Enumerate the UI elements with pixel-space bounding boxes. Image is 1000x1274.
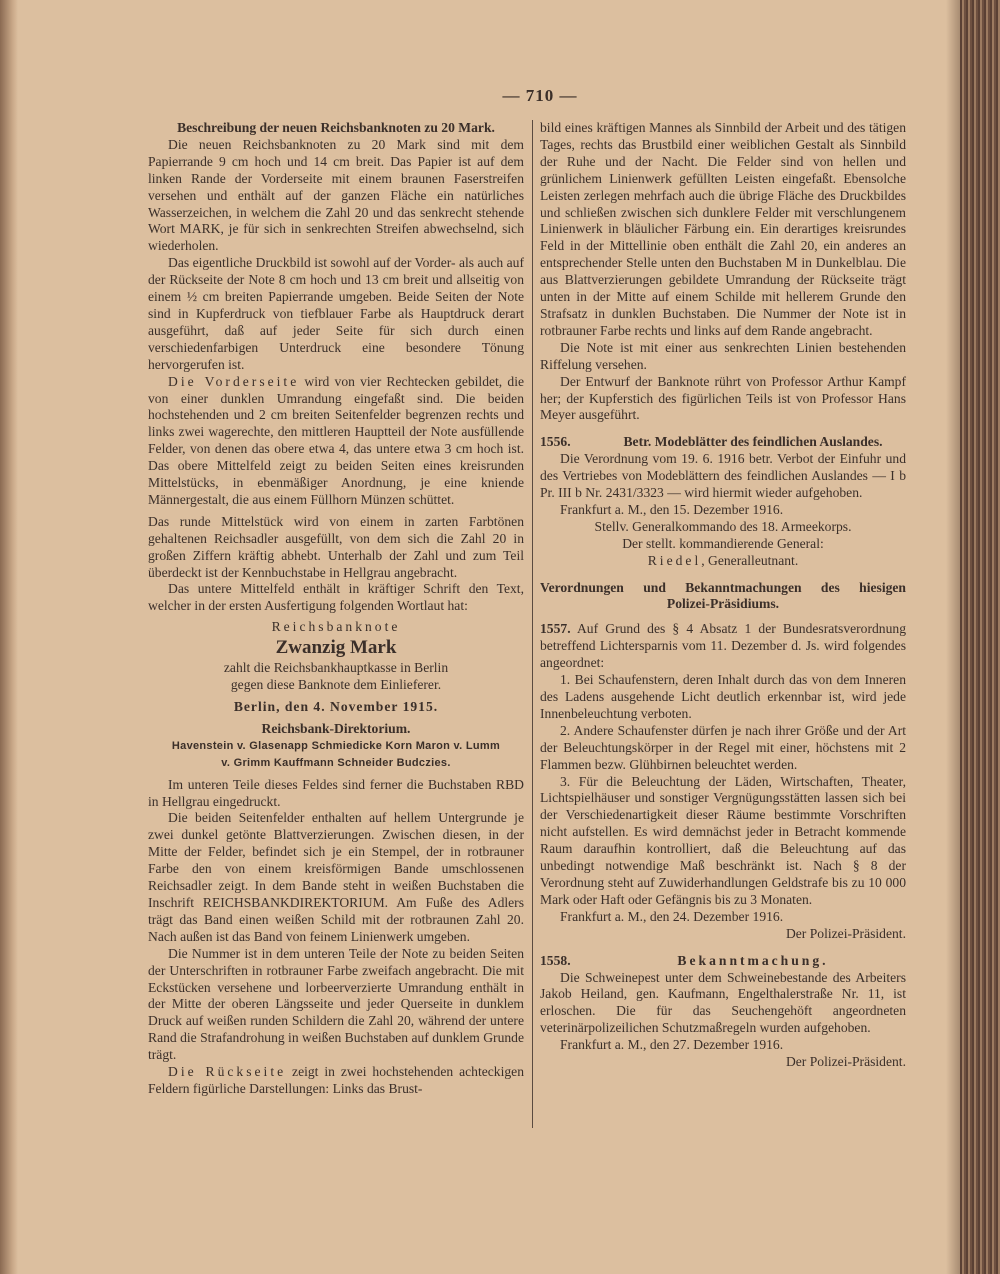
spaced-lead: Die Rückseite (168, 1064, 287, 1080)
paragraph: Das runde Mittelstück wird von einem in zarten Farbtönen gehaltenen Reichsadler ausgefüllt, von dem sich die Zahl 20 in großen Ziffern kräftig abhebt. Unterhalb der Zahl und zum Teil überdeckt ist der Kennbuchstabe in Hellgrau angebracht. (148, 513, 524, 580)
signature-line: Der stellt. kommandierende General: (622, 535, 824, 551)
section-1556-heading (540, 434, 906, 451)
paragraph: Das eigentliche Druckbild ist sowohl auf der Vorder- als auch auf der Rückseite der Note 8 cm hoch und 13 cm breit und allseitig von einem ½ cm breiten Papierrande umgeben. Beide Seiten der Note sind in Kupferdruck von tiefblauer Farbe als Hauptdruck derart ausgeführt, daß auf jeder Seite für sich durch einen verschiedenfarbigen Unterdruck eine besondere Tönung hervorgerufen ist. (148, 255, 524, 372)
section-number: 1556. (540, 434, 571, 450)
paragraph: Die Nummer ist in dem unteren Teile der Note zu beiden Seiten der Unterschriften in rotbrauner Farbe zweifach angebracht. Die mit Eckstücken versehene und lorbeerverzierte Umrandung enthält in der Mitte der oberen Längsseite und jeder Querseite in dunklem Druck auf weißen runden Schildern die Zahl 20, während der untere Rand die Strafandrohung in weißen Buchstaben auf dunklem Grunde trägt. (148, 945, 524, 1063)
note-line: gegen diese Banknote dem Einlieferer. (230, 677, 442, 693)
paragraph: Die neuen Reichsbanknoten zu 20 Mark sind mit dem Papierrande 9 cm hoch und 14 cm breit. Das Papier ist auf dem linken Rande der Vorderseite mit einem braunen Faserstreifen versehen und enthält auf der ganzen Fläche ein natürliches Wasserzeichen, in welchem die Zahl 20 und das senkrecht stehende Wort MARK, je für sich in senkrechten Streifen abwechselnd, sich wiederholen. (148, 136, 524, 254)
left-column (148, 120, 524, 1098)
paragraph-text: Auf Grund des § 4 Absatz 1 der Bundesratsverordnung betreffend Lichtersparnis vom 11. Dezember d. Js. wird folgendes angeordnet: (540, 621, 906, 671)
signature-line (540, 553, 906, 570)
note-line: Reichsbanknote (271, 619, 401, 635)
book-binding-shadow (0, 0, 18, 1274)
article-title: Beschreibung der neuen Reichsbanknoten zu 20 Mark. (177, 120, 495, 135)
note-signatories: Havenstein v. Glasenapp Schmiedicke Korn Maron v. Lumm (171, 739, 501, 752)
signature-line: Der Polizei-Präsident. (785, 1054, 906, 1070)
section-1558-heading (540, 953, 906, 970)
list-item: 2. Andere Schaufenster dürfen je nach ihrer Größe und der Art der Beleuchtungskörper in der Regel mit einer, höchstens mit 2 Flammen bezw. Glühbirnen beleuchtet werden. (540, 722, 906, 772)
signature-line: Stellv. Generalkommando des 18. Armeekorps. (594, 518, 852, 534)
paragraph: Das untere Mittelfeld enthält in kräftiger Schrift den Text, welcher in der ersten Ausfertigung folgenden Wortlaut hat: (148, 581, 524, 614)
place-date: Frankfurt a. M., den 27. Dezember 1916. (560, 1037, 784, 1053)
section-number: 1558. (540, 952, 571, 968)
spaced-lead: Die Vorderseite (168, 373, 300, 389)
page-number: — 710 — (502, 86, 578, 105)
signature-line: Der Polizei-Präsident. (785, 925, 906, 941)
paragraph (148, 1064, 524, 1098)
paragraph: Die Verordnung vom 19. 6. 1916 betr. Verbot der Einfuhr und des Vertriebes von Modeblättern des feindlichen Auslandes — I b Pr. III b Nr. 2431/3323 — wird hiermit wieder aufgehoben. (540, 451, 906, 501)
paragraph-text: wird von vier Rechtecken gebildet, die von einer dunklen Umrandung eingefaßt sind. Die beiden hochstehenden und 2 cm breiten Seitenfelder begrenzen rechts und links zwei wagerechte, den mittleren Hauptteil der Note ausfüllende Felder, von denen das obere etwa 4, das untere etwa 3 cm hoch ist. Das obere Mittelfeld zeigt zu beiden Seiten eines kreisrunden Mittelstücks, in ebenmäßiger Anordnung, je eine kniende Männergestalt, die aus einem Füllhorn Münzen schüttet. (148, 373, 525, 507)
section-heading: Verordnungen und Bekanntmachungen des hiesigen (540, 579, 906, 595)
column-divider (532, 120, 533, 1128)
note-line: zahlt die Reichsbankhauptkasse in Berlin (223, 660, 449, 676)
paragraph: bild eines kräftigen Mannes als Sinnbild der Arbeit und des tätigen Tages, rechts das Brustbild einer weiblichen Gestalt als Sinnbild der Ruhe und der Nacht. Die Felder sind von hellen und grünlichem Linienwerk gefüllten Leisten eingefaßt. Ebensolche Leisten zerlegen mehrfach auch die übrige Fläche des Druckbildes und schließen zwischen sich dunklere Felder mit verschlungenem Linienwerk in bläulicher Färbung ein. Ein derartiges kreisrundes Feld in der Mittellinie oben enthält die Zahl 20, ein anderes an entsprechender Stelle unten den Buchstaben M in Dunkelblau. Die aus Blattverzierungen gebildete Umrandung der Rückseite trägt unten in der Mitte auf einem Schilde mit hellerem Grunde den Strafsatz in dunklen Buchstaben. Die Nummer der Note ist in rotbrauner Farbe rechts und links auf dem Rande angebracht. (540, 120, 906, 338)
place-date: Frankfurt a. M., den 15. Dezember 1916. (560, 501, 784, 517)
paragraph: Die Note ist mit einer aus senkrechten Linien bestehenden Riffelung versehen. (540, 339, 906, 372)
page-stack-edge (960, 0, 1000, 1274)
paragraph: Die beiden Seitenfelder enthalten auf hellem Untergrunde je zwei dunkel getönte Blattverzierungen. Zwischen diesen, in der Mitte der Felder, befindet sich je ein Stempel, der in rotbrauner Farbe den von einem kreisförmigen Bande umschlossenen Reichsadler zeigt. In dem Bande steht in weißen Buchstaben die Inschrift REICHSBANKDIREKTORIUM. Am Fuße des Adlers trägt das Band einen weißen Schild mit der rotbraunen Zahl 20. Nach außen ist das Band von feinem Linienwerk umgeben. (148, 810, 524, 944)
paragraph-text: zeigt in zwei hochstehenden achteckigen Feldern figürliche Darstellungen: Links das Brust- (148, 1064, 524, 1096)
paragraph: Im unteren Teile dieses Feldes sind ferner die Buchstaben RBD in Hellgrau eingedruckt. (148, 776, 524, 809)
note-date: Berlin, den 4. November 1915. (233, 699, 439, 714)
page-edge-shadow (946, 0, 960, 1274)
signer-name: Riedel (647, 552, 702, 568)
section-number: 1557. (540, 621, 571, 637)
banknote-text-block (148, 619, 524, 771)
paragraph: Der Entwurf der Banknote rührt von Professor Arthur Kampf her; der Kupferstich des figürlichen Teils ist von Professor Hans Meyer ausgeführt. (540, 373, 906, 423)
paragraph (148, 374, 524, 509)
note-denomination: Zwanzig Mark (275, 637, 397, 659)
list-item: 3. Für die Beleuchtung der Läden, Wirtschaften, Theater, Lichtspielhäuser und sonstiger Vergnügungsstätten lassen sich bei der Verschiedenartigkeit dieser Räume bestimmte Vorschriften nicht aufstellen. Es wird demnächst jeder in Betracht kommende Raum daraufhin kontrolliert, daß die Beleuchtung auf das unbedingt notwendige Maß beschränkt ist. Nach § 8 der Verordnung steht auf Zuwiderhandlungen Geldstrafe bis zu 10 000 Mark oder Haft oder Gefängnis bis zu 3 Monaten. (540, 773, 906, 907)
paragraph (540, 621, 906, 672)
section-title: Betr. Modeblätter des feindlichen Auslandes. (623, 434, 883, 450)
paragraph: Die Schweinepest unter dem Schweinebestande des Arbeiters Jakob Heiland, gen. Kaufmann, Engelthalerstraße Nr. 11, ist erloschen. Die für das Seuchengehöft angeordneten veterinärpolizeilichen Schutzmaßregeln wurden aufgehoben. (540, 969, 906, 1036)
place-date: Frankfurt a. M., den 24. Dezember 1916. (560, 908, 784, 924)
signer-rank: , Generalleutnant. (701, 552, 799, 568)
note-signatories: v. Grimm Kauffmann Schneider Budczies. (221, 756, 451, 769)
section-title: Bekanntmachung. (677, 952, 829, 968)
list-item: 1. Bei Schaufenstern, deren Inhalt durch das von dem Inneren des Ladens ausgehende Licht deutlich erkennbar ist, wird jede Innenbeleuchtung verboten. (540, 672, 906, 721)
right-column (540, 120, 906, 1071)
note-board: Reichsbank-Direktorium. (261, 720, 411, 736)
section-heading: Polizei-Präsidiums. (666, 596, 780, 612)
